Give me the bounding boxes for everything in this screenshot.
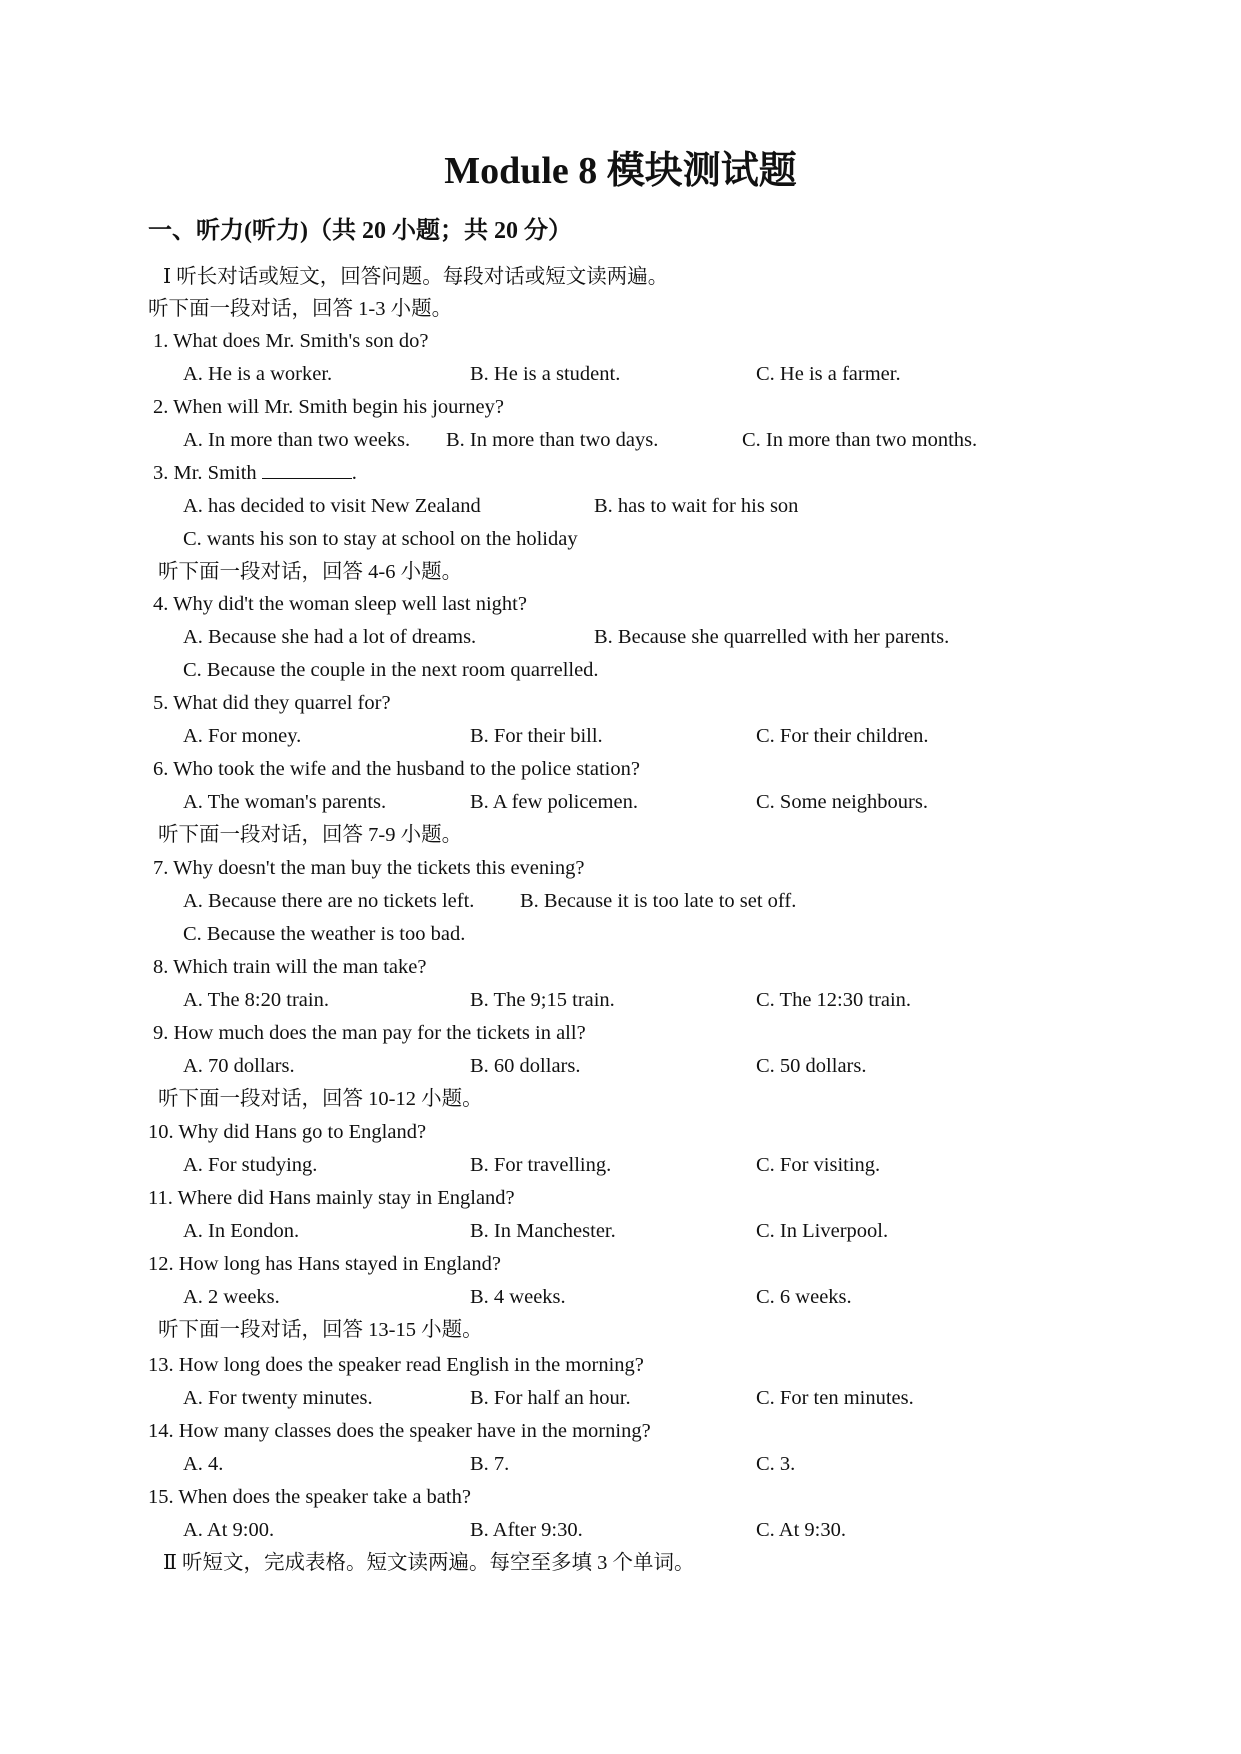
option-a: A. The 8:20 train. [183, 989, 329, 1011]
option-b: B. For travelling. [470, 1154, 612, 1176]
question-stem [153, 458, 357, 488]
question-stem: 12. How long has Hans stayed in England? [148, 1253, 501, 1275]
group-intro-5: 听下面一段对话，回答 13-15 小题。 [158, 1319, 483, 1341]
option-c: C. Because the weather is too bad. [183, 923, 466, 945]
option-a: A. For studying. [183, 1154, 318, 1176]
answer-blank [262, 458, 352, 479]
question-stem: 15. When does the speaker take a bath? [148, 1486, 471, 1508]
question-stem: 2. When will Mr. Smith begin his journey? [153, 396, 504, 418]
question-stem: 1. What does Mr. Smith's son do? [153, 330, 429, 352]
question-stem: 13. How long does the speaker read English in the morning? [148, 1354, 644, 1376]
question-stem: 14. How many classes does the speaker have in the morning? [148, 1420, 651, 1442]
option-c: C. Because the couple in the next room quarrelled. [183, 659, 599, 681]
group-intro-3: 听下面一段对话，回答 7-9 小题。 [158, 824, 463, 846]
group-intro-2: 听下面一段对话，回答 4-6 小题。 [158, 561, 463, 583]
question-stem: 7. Why doesn't the man buy the tickets this evening? [153, 857, 585, 879]
option-c: C. 3. [756, 1453, 796, 1475]
question-stem: 6. Who took the wife and the husband to the police station? [153, 758, 640, 780]
option-b: B. After 9:30. [470, 1519, 583, 1541]
option-a: A. For money. [183, 725, 302, 747]
option-c: C. wants his son to stay at school on the holiday [183, 528, 578, 550]
question-stem: 9. How much does the man pay for the tickets in all? [153, 1022, 586, 1044]
part1-instruction: Ⅰ 听长对话或短文，回答问题。每段对话或短文读两遍。 [163, 266, 669, 288]
question-stem-suffix: . [351, 462, 357, 484]
question-stem: 10. Why did Hans go to England? [148, 1121, 427, 1143]
option-a: A. 4. [183, 1453, 224, 1475]
option-c: C. 50 dollars. [756, 1055, 867, 1077]
option-c: C. Some neighbours. [756, 791, 928, 813]
option-b: B. 4 weeks. [470, 1286, 566, 1308]
option-a: A. At 9:00. [183, 1519, 275, 1541]
option-b: B. A few policemen. [470, 791, 638, 813]
question-stem: 11. Where did Hans mainly stay in England? [148, 1187, 515, 1209]
option-b: B. In more than two days. [446, 429, 659, 451]
option-b: B. 60 dollars. [470, 1055, 581, 1077]
option-a: A. Because there are no tickets left. [183, 890, 475, 912]
option-c: C. For ten minutes. [756, 1387, 914, 1409]
option-c: C. At 9:30. [756, 1519, 846, 1541]
option-b: B. For their bill. [470, 725, 603, 747]
part2-instruction: Ⅱ 听短文，完成表格。短文读两遍。每空至多填 3 个单词。 [163, 1552, 695, 1574]
option-c: C. 6 weeks. [756, 1286, 852, 1308]
option-c: C. He is a farmer. [756, 363, 901, 385]
option-b: B. The 9;15 train. [470, 989, 615, 1011]
option-b: B. Because it is too late to set off. [520, 890, 797, 912]
question-stem: 8. Which train will the man take? [153, 956, 427, 978]
option-a: A. For twenty minutes. [183, 1387, 373, 1409]
question-stem-prefix: 3. Mr. Smith [153, 462, 257, 484]
page-title: Module 8 模块测试题 [444, 150, 797, 192]
option-a: A. 2 weeks. [183, 1286, 280, 1308]
option-b: B. 7. [470, 1453, 510, 1475]
option-a: A. In more than two weeks. [183, 429, 411, 451]
question-stem: 4. Why did't the woman sleep well last night? [153, 593, 527, 615]
option-c: C. In Liverpool. [756, 1220, 889, 1242]
question-stem: 5. What did they quarrel for? [153, 692, 391, 714]
option-b: B. In Manchester. [470, 1220, 616, 1242]
option-b: B. For half an hour. [470, 1387, 631, 1409]
group-intro-1: 听下面一段对话，回答 1-3 小题。 [148, 298, 453, 320]
option-a: A. Because she had a lot of dreams. [183, 626, 477, 648]
option-a: A. The woman's parents. [183, 791, 387, 813]
option-c: C. For their children. [756, 725, 929, 747]
section-heading-listening: 一、听力(听力)（共 20 小题；共 20 分） [148, 218, 572, 244]
option-a: A. has decided to visit New Zealand [183, 495, 481, 517]
option-c: C. The 12:30 train. [756, 989, 912, 1011]
option-b: B. has to wait for his son [594, 495, 799, 517]
option-b: B. Because she quarrelled with her parents. [594, 626, 950, 648]
option-a: A. In Eondon. [183, 1220, 300, 1242]
option-a: A. He is a worker. [183, 363, 333, 385]
group-intro-4: 听下面一段对话，回答 10-12 小题。 [158, 1088, 483, 1110]
option-b: B. He is a student. [470, 363, 621, 385]
option-c: C. For visiting. [756, 1154, 881, 1176]
option-c: C. In more than two months. [742, 429, 978, 451]
option-a: A. 70 dollars. [183, 1055, 295, 1077]
